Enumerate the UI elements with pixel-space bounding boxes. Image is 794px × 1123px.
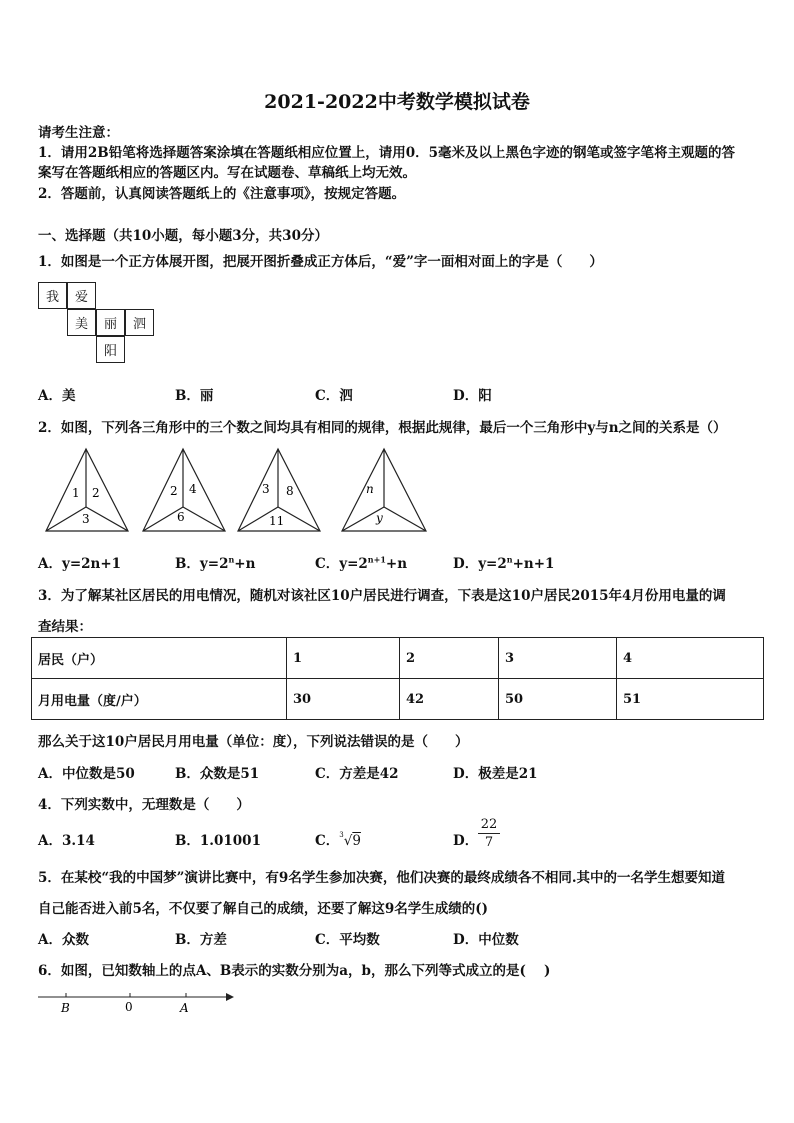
q2-option-d-exp: n — [506, 554, 513, 565]
triangle-4-left: n — [366, 482, 374, 496]
q5-option-c[interactable]: C．平均数 — [315, 932, 380, 948]
q2-option-d-post: +n+1 — [512, 556, 555, 572]
table-cell: 月用电量（度/户） — [32, 679, 287, 720]
q4-stem: 4．下列实数中，无理数是（ ） — [38, 797, 250, 813]
triangle-3-left: 3 — [262, 482, 270, 496]
table-row — [32, 679, 764, 720]
table-row — [32, 638, 764, 679]
q4-option-c[interactable] — [315, 829, 361, 849]
q4-option-a[interactable]: A．3.14 — [38, 833, 95, 849]
electricity-table — [31, 637, 764, 720]
notice-line-2: 2．答题前，认真阅读答题纸上的《注意事项》，按规定答题。 — [38, 186, 406, 202]
q2-option-d-pre: D．y=2 — [453, 556, 507, 572]
net-cell: 泗 — [125, 309, 154, 336]
q2-option-c-pre: C．y=2 — [315, 556, 368, 572]
notice-heading: 请考生注意： — [38, 125, 119, 141]
triangle-1-bottom: 3 — [82, 512, 90, 526]
table-cell: 30 — [287, 679, 400, 720]
net-cell: 丽 — [96, 309, 125, 336]
q2-option-c-post: +n — [385, 556, 408, 572]
triangle-1-left: 1 — [72, 486, 80, 500]
triangle-4-bottom: y — [376, 511, 383, 525]
triangle-3-bottom: 11 — [269, 514, 285, 528]
q2-option-b[interactable] — [175, 552, 255, 572]
q1-option-c[interactable]: C．泗 — [315, 388, 353, 404]
triangle-2-right: 4 — [189, 482, 197, 496]
table-cell: 2 — [400, 638, 499, 679]
q1-option-d[interactable]: D．阳 — [453, 388, 492, 404]
q5-option-a[interactable]: A．众数 — [38, 932, 89, 948]
table-cell: 51 — [617, 679, 764, 720]
triangle-2-left: 2 — [170, 484, 178, 498]
q3-stem-b: 查结果： — [38, 619, 92, 635]
table-cell: 4 — [617, 638, 764, 679]
zero-label: 0 — [125, 1000, 133, 1014]
q2-option-b-exp: n — [228, 554, 235, 565]
notice-line-1b: 案写在答题纸相应的答题区内。写在试题卷、草稿纸上均无效。 — [38, 165, 416, 181]
net-cell: 美 — [67, 309, 96, 336]
point-b-label: B — [61, 1001, 70, 1015]
triangle-1-right: 2 — [92, 486, 100, 500]
q5-option-d[interactable]: D．中位数 — [453, 932, 519, 948]
q1-option-a[interactable]: A．美 — [38, 388, 76, 404]
table-cell: 居民（户） — [32, 638, 287, 679]
q3-stem-a: 3．为了解某社区居民的用电情况，随机对该社区10户居民进行调查，下表是这10户居民2015年4月份用电量的调 — [38, 588, 726, 604]
number-line-figure — [36, 988, 236, 1018]
q3-option-b[interactable]: B．众数是51 — [175, 766, 260, 782]
q2-option-b-post: +n — [234, 556, 256, 572]
radicand: 9 — [352, 833, 361, 849]
q3-option-d[interactable]: D．极差是21 — [453, 766, 538, 782]
point-a-label: A — [180, 1001, 189, 1015]
q4-option-b[interactable]: B．1.01001 — [175, 833, 261, 849]
triangle-3-right: 8 — [286, 484, 294, 498]
q4-option-d-label[interactable]: D． — [453, 833, 479, 849]
q2-stem: 2．如图，下列各三角形中的三个数之间均具有相同的规律，根据此规律，最后一个三角形中y与n之间的关系是（） — [38, 420, 727, 436]
q2-option-b-pre: B．y=2 — [175, 556, 229, 572]
q4-option-c-label: C． — [315, 833, 340, 849]
q2-option-a[interactable]: A．y=2n+1 — [38, 556, 122, 572]
q3-question: 那么关于这10户居民月用电量（单位：度），下列说法错误的是（ ） — [38, 734, 469, 750]
table-cell: 42 — [400, 679, 499, 720]
q3-option-a[interactable]: A．中位数是50 — [38, 766, 135, 782]
q5-option-b[interactable]: B．方差 — [175, 932, 227, 948]
triangle-2-bottom: 6 — [177, 510, 185, 524]
notice-line-1a: 1．请用2B铅笔将选择题答案涂填在答题纸相应位置上，请用0．5毫米及以上黑色字迹的钢笔或签字笔将主观题的答 — [38, 145, 735, 161]
radical-sign-icon: √ — [343, 833, 353, 849]
table-cell: 3 — [499, 638, 617, 679]
root-index: 3 — [339, 831, 344, 839]
table-cell: 50 — [499, 679, 617, 720]
fraction-numerator: 22 — [478, 816, 500, 834]
q5-stem-a: 5．在某校“我的中国梦”演讲比赛中，有9名学生参加决赛，他们决赛的最终成绩各不相同.其中的一名学生想要知道 — [38, 870, 726, 886]
q2-option-c[interactable] — [315, 552, 407, 572]
net-cell: 爱 — [67, 282, 96, 309]
section-heading: 一、选择题（共10小题，每小题3分，共30分） — [38, 228, 328, 244]
fraction-denominator: 7 — [484, 835, 494, 850]
q1-stem: 1．如图是一个正方体展开图，把展开图折叠成正方体后，“爱”字一面相对面上的字是（ ） — [38, 254, 603, 270]
q5-stem-b: 自己能否进入前5名，不仅要了解自己的成绩，还要了解这9名学生成绩的() — [38, 901, 489, 917]
q1-option-b[interactable]: B．丽 — [175, 388, 214, 404]
table-cell: 1 — [287, 638, 400, 679]
q2-option-d[interactable] — [453, 552, 554, 572]
net-cell: 我 — [38, 282, 67, 309]
q4-option-d-fraction[interactable] — [478, 816, 500, 852]
triangle-figures — [40, 445, 430, 537]
q6-stem: 6．如图，已知数轴上的点A、B表示的实数分别为a，b，那么下列等式成立的是( ) — [38, 963, 551, 979]
q3-option-c[interactable]: C．方差是42 — [315, 766, 399, 782]
page-title: 2021-2022中考数学模拟试卷 — [264, 91, 530, 113]
net-cell: 阳 — [96, 336, 125, 363]
q2-option-c-exp: n+1 — [367, 554, 386, 565]
